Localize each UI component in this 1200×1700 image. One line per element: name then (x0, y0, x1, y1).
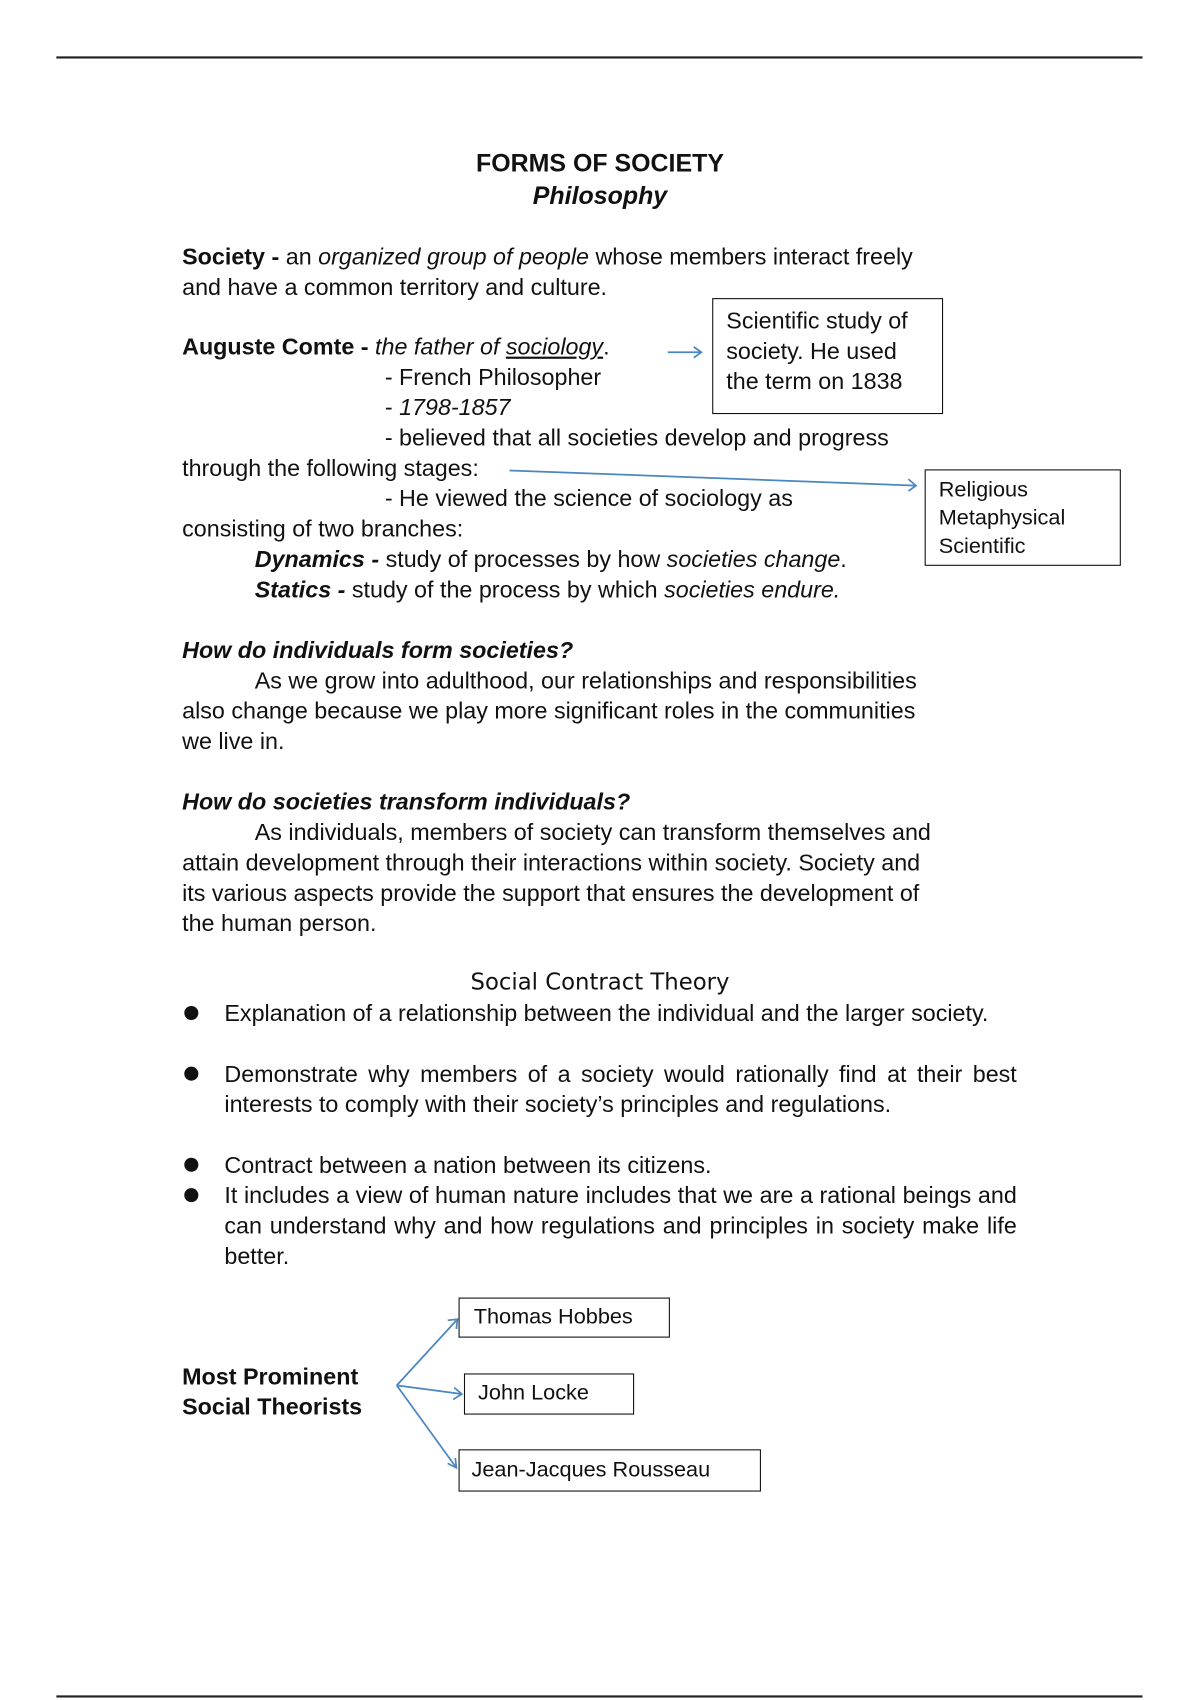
comte-view: - He viewed the science of sociology as (384, 485, 793, 512)
stage-item: Scientific (938, 534, 1026, 559)
page-title: FORMS OF SOCIETY (476, 148, 724, 177)
stage-item: Religious (938, 478, 1028, 502)
comte-belief-cont: through the following stages: (182, 455, 479, 482)
paragraph-line: As individuals, members of society can transform themselves and (254, 819, 931, 846)
note-line: the term on 1838 (726, 368, 903, 395)
arrow-icon (397, 1385, 457, 1467)
theorists-label: Most Prominent (182, 1363, 359, 1390)
comte-heading: Auguste Comte - the father of sociology. (182, 333, 610, 360)
society-definition-line2: and have a common territory and culture. (182, 274, 608, 301)
society-definition: Society - an organized group of people whose members interact freely (182, 243, 913, 270)
note-line: society. He used (726, 338, 897, 365)
stage-item: Metaphysical (938, 506, 1066, 531)
statics-definition: Statics - study of the process by which societies endure. (254, 576, 841, 603)
arrow-icon (509, 470, 915, 491)
note-line: Scientific study of (726, 307, 908, 334)
bullet-item: Explanation of a relationship between the individual and the larger society. (224, 1000, 989, 1027)
arrow-icon (397, 1385, 462, 1399)
question-heading-1: How do individuals form societies? (182, 637, 574, 664)
theorist-box-locke: John Locke (464, 1373, 634, 1414)
comte-lifespan: - 1798-1857 (384, 394, 511, 421)
comte-belief: - believed that all societies develop and progress (384, 424, 889, 451)
theorists-label-line2: Social Theorists (182, 1394, 363, 1421)
page-subtitle: Philosophy (532, 181, 668, 210)
paragraph-line: As we grow into adulthood, our relationships and responsibilities (254, 667, 917, 694)
question-heading-2: How do societies transform individuals? (182, 789, 631, 816)
paragraph-line: the human person. (182, 910, 377, 937)
arrow-icon (668, 347, 702, 358)
paragraph-line: also change because we play more significant roles in the communities (182, 698, 916, 725)
comte-view-cont: consisting of two branches: (182, 515, 464, 542)
comte-nationality: - French Philosopher (384, 364, 602, 391)
paragraph-line: attain development through their interactions within society. Society and (182, 849, 921, 876)
paragraph-line: we live in. (182, 728, 285, 755)
theorist-box-hobbes: Thomas Hobbes (459, 1298, 670, 1338)
arrow-icon (397, 1319, 458, 1385)
theorist-box-rousseau: Jean-Jacques Rousseau (459, 1449, 761, 1491)
social-contract-heading: Social Contract Theory (470, 969, 730, 996)
paragraph-line: its various aspects provide the support that ensures the development of (182, 880, 920, 907)
bullet-item: It includes a view of human nature includes that we are a rational beings and can understand why and how regulations and principles in society make life better. (224, 1182, 1017, 1270)
bullet-item: Demonstrate why members of a society would rationally find at their best interests to comply with their society’s principles and regulations. (224, 1061, 1017, 1118)
dynamics-definition: Dynamics - study of processes by how societies change. (254, 546, 847, 573)
bullet-item: Contract between a nation between its citizens. (224, 1152, 712, 1179)
